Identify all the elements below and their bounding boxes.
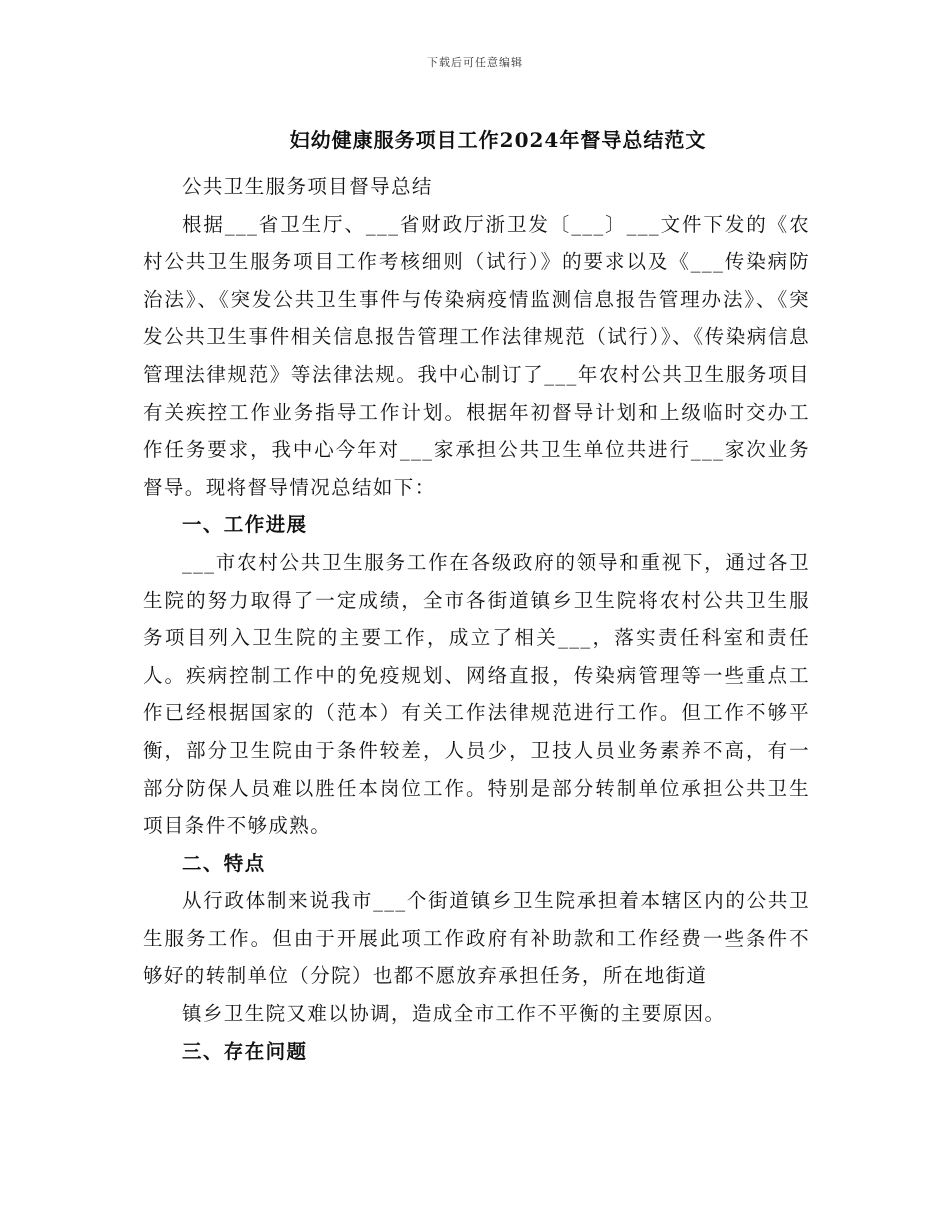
intro-subtitle: 公共卫生服务项目督导总结 [182,175,433,198]
document-body [143,168,810,1070]
features-paragraph: 从行政体制来说我市___个街道镇乡卫生院承担着本辖区内的公共卫生服务工作。但由于开展此项工作政府有补助款和工作经费一些条件不够好的转制单位（分院）也都不愿放弃承担任务，所在地街道 [143,889,810,988]
section-heading-features: 二、特点 [182,851,266,875]
section-heading-progress: 一、工作进展 [182,513,308,537]
features-paragraph-continued: 镇乡卫生院又难以协调，造成全市工作不平衡的主要原因。 [182,1002,726,1026]
progress-paragraph: ___市农村公共卫生服务工作在各级政府的领导和重视下，通过各卫生院的努力取得了一定成绩，全市各街道镇乡卫生院将农村公共卫生服务项目列入卫生院的主要工作，成立了相关___，落实责任科室和责任人。疾病控制工作中的免疫规划、网络直报，传染病管理等一些重点工作已经根据国家的（范本）有关工作法律规范进行工作。但工作不够平衡，部分卫生院由于条件较差，人员少，卫技人员业务素养不高，有一部分防保人员难以胜任本岗位工作。特别是部分转制单位承担公共卫生项目条件不够成熟。 [143,550,810,838]
intro-paragraph: 根据___省卫生厅、___省财政厅浙卫发〔___〕___文件下发的《农村公共卫生服务项目工作考核细则（试行）》的要求以及《___传染病防治法》、《突发公共卫生事件与传染病疫情监测信息报告管理办法》、《突发公共卫生事件相关信息报告管理工作法律规范（试行）》、《传染病信息管理法律规范》等法律法规。我中心制订了___年农村公共卫生服务项目有关疾控工作业务指导工作计划。根据年初督导计划和上级临时交办工作任务要求，我中心今年对___家承担公共卫生单位共进行___家次业务督导。现将督导情况总结如下： [143,212,810,499]
section-heading-problems: 三、存在问题 [182,1039,308,1063]
document-title: 妇幼健康服务项目工作2024年督导总结范文 [289,128,707,152]
header-note: 下载后可任意编辑 [427,56,523,69]
